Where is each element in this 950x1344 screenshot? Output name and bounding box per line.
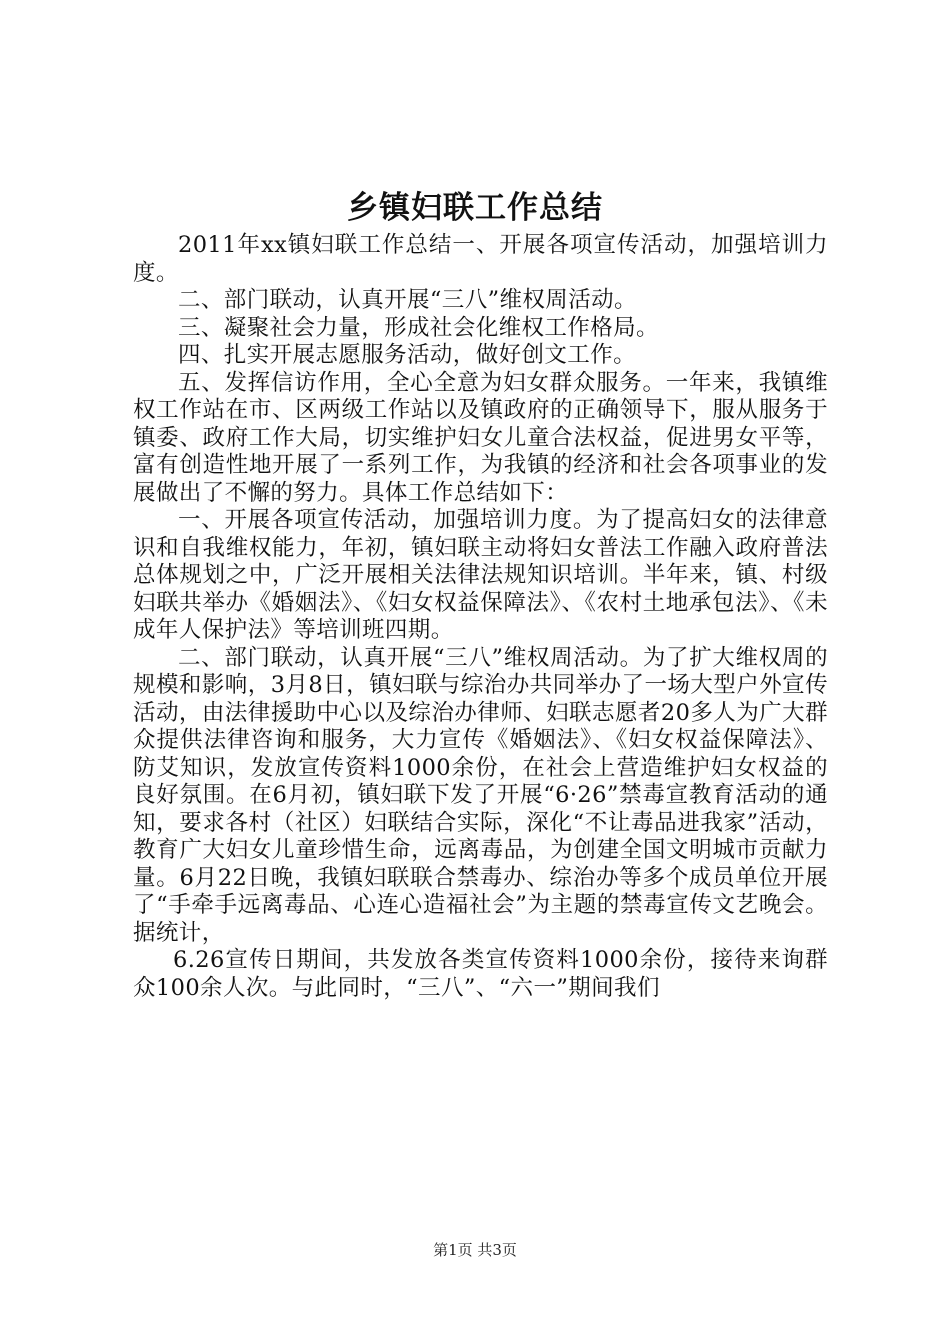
paragraph: 一、开展各项宣传活动，加强培训力度。为了提高妇女的法律意识和自我维权能力，年初，镇妇联主动将妇女普法工作融入政府普法总体规划之中，广泛开展相关法律法规知识培训。半年来，镇、村级妇联共举办《婚姻法》、《妇女权益保障法》、《农村土地承包法》、《未成年人保护法》等培训班四期。 <box>133 507 828 643</box>
paragraph: 6.26宣传日期间，共发放各类宣传资料1000余份，接待来询群众100余人次。与此同时，“三八”、“六一”期间我们 <box>133 947 828 1001</box>
paragraph: 三、凝聚社会力量，形成社会化维权工作格局。 <box>178 314 659 341</box>
paragraph: 2011年xx镇妇联工作总结一、开展各项宣传活动，加强培训力度。 <box>133 232 828 286</box>
paragraph: 二、部门联动，认真开展“三八”维权周活动。为了扩大维权周的规模和影响，3月8日，镇妇联与综治办共同举办了一场大型户外宣传活动，由法律援助中心以及综治办律师、妇联志愿者20多人为广大群众提供法律咨询和服务，大力宣传《婚姻法》、《妇女权益保障法》、防艾知识，发放宣传资料1000余份，在社会上营造维护妇女权益的良好氛围。在6月初，镇妇联下发了开展“6·26”禁毒宣教育活动的通知，要求各村（社区）妇联结合实际，深化“不让毒品进我家”活动，教育广大妇女儿童珍惜生命，远离毒品，为创建全国文明城市贡献力量。6月22日晚，我镇妇联联合禁毒办、综治办等多个成员单位开展了“手牵手远离毒品、心连心造福社会”为主题的禁毒宣传文艺晚会。据统计， <box>133 644 828 946</box>
document-title: 乡镇妇联工作总结 <box>347 190 603 226</box>
document-body <box>133 232 828 1002</box>
paragraph: 五、发挥信访作用，全心全意为妇女群众服务。一年来，我镇维权工作站在市、区两级工作站以及镇政府的正确领导下，服从服务于镇委、政府工作大局，切实维护妇女儿童合法权益，促进男女平等，富有创造性地开展了一系列工作，为我镇的经济和社会各项事业的发展做出了不懈的努力。具体工作总结如下： <box>133 369 828 506</box>
paragraph: 二、部门联动，认真开展“三八”维权周活动。 <box>178 287 637 313</box>
paragraph: 四、扎实开展志愿服务活动，做好创文工作。 <box>178 342 637 368</box>
page-footer: 第1页 共3页 <box>433 1241 517 1259</box>
